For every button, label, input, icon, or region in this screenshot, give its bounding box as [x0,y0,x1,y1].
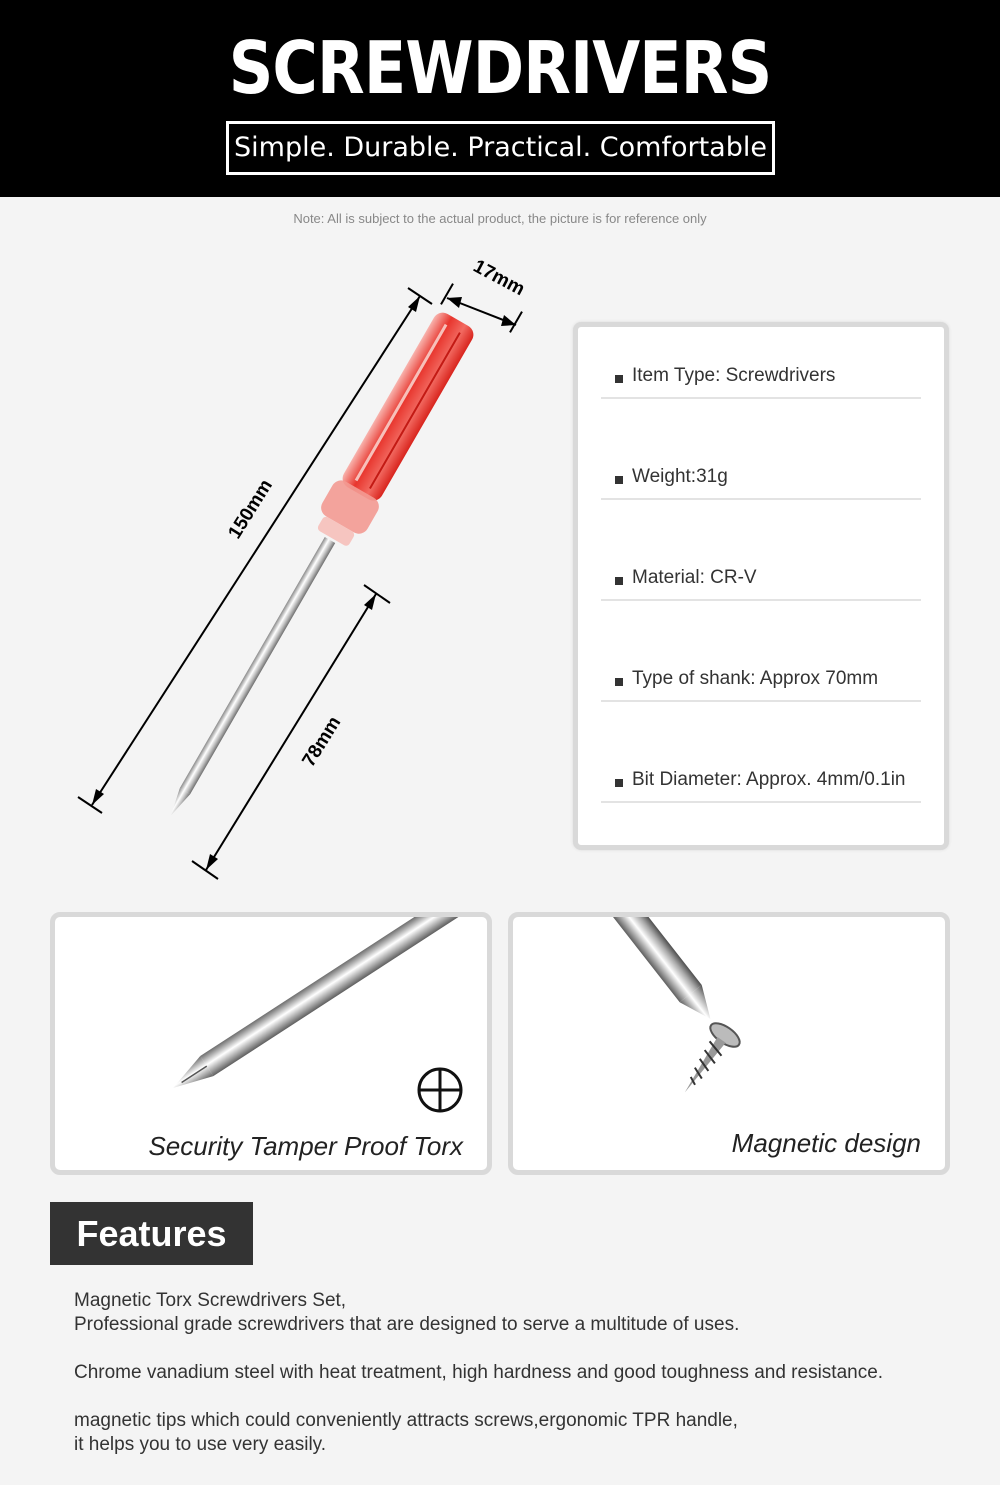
reference-note: Note: All is subject to the actual product, the picture is for reference only [293,211,707,226]
magnetic-caption: Magnetic design [731,1128,921,1158]
torx-caption: Security Tamper Proof Torx [148,1131,463,1161]
spec-row-shank [601,662,921,702]
feature-card-magnetic [508,912,950,1175]
page-title: SCREWDRIVERS [228,26,772,110]
bullet-icon [615,476,623,484]
spec-row-bit-diameter [601,763,921,803]
spec-text: Weight:31g [632,466,728,487]
paragraph-line: Professional grade screwdrivers that are designed to serve a multitude of uses. [74,1314,740,1335]
spec-row-weight [601,460,921,500]
spec-text: Type of shank: Approx 70mm [632,668,879,689]
screw-icon [671,1019,744,1102]
subtitle-box: Simple. Durable. Practical. Comfortable [226,121,775,175]
bullet-icon [615,375,623,383]
length-label: 150mm [224,475,277,543]
spec-row-material [601,561,921,601]
feature-paragraph-3 [74,1409,738,1457]
length-dimension [78,288,432,813]
width-label: 17mm [469,255,529,301]
bullet-icon [615,678,623,686]
spec-text: Material: CR-V [632,567,757,588]
paragraph-line: Chrome vanadium steel with heat treatment, high hardness and good toughness and resistance. [74,1362,884,1383]
shank-label: 78mm [298,712,346,771]
features-heading: Features [50,1202,253,1265]
spec-text: Item Type: Screwdrivers [632,365,836,386]
screwdriver-shank [166,537,335,818]
paragraph-line: magnetic tips which could conveniently attracts screws,ergonomic TPR handle, [74,1410,738,1431]
screwdriver-diagram [60,245,540,895]
feature-card-torx [50,912,492,1175]
spec-text: Bit Diameter: Approx. 4mm/0.1in [632,769,906,790]
bullet-icon [615,577,623,585]
spec-card [573,322,949,850]
feature-paragraph-2 [74,1361,883,1385]
spec-row-item-type [601,359,921,399]
paragraph-line: Magnetic Torx Screwdrivers Set, [74,1290,347,1311]
feature-paragraph-1 [74,1289,739,1337]
header-banner [0,0,1000,197]
crosshair-circle-icon [419,1069,461,1111]
bullet-icon [615,779,623,787]
paragraph-line: it helps you to use very easily. [74,1434,327,1455]
